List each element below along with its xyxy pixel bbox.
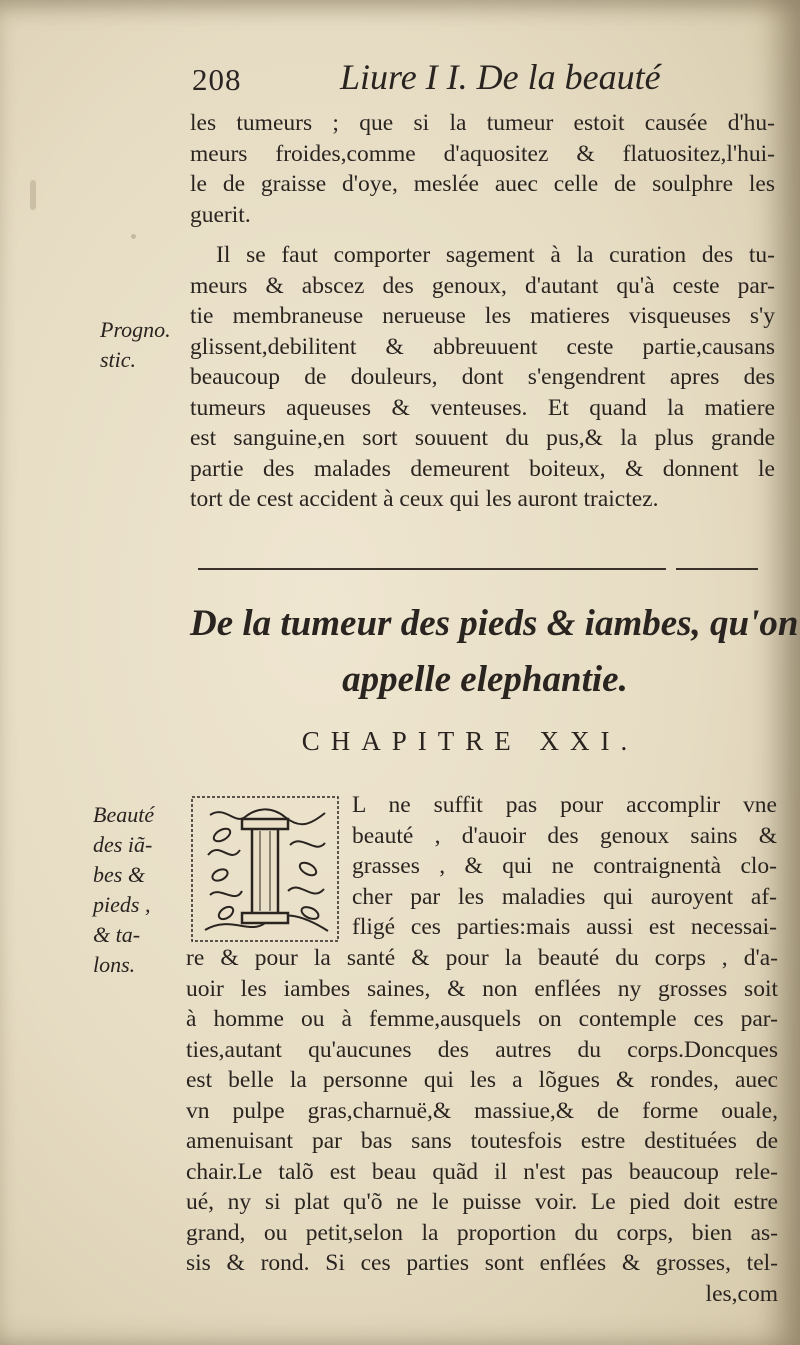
page-number: 208 bbox=[192, 62, 242, 97]
text-line: Il se faut comporter sagement à la curation des tu- bbox=[216, 242, 775, 268]
text-line: ties,autant qu'aucunes des autres du corps.Doncques bbox=[186, 1036, 778, 1063]
paragraph-3 bbox=[352, 790, 777, 943]
text-line: guerit. bbox=[190, 201, 251, 228]
margin-note-prognostic bbox=[100, 315, 171, 375]
margin-note-line: lons. bbox=[93, 952, 136, 977]
text-line: est sanguine,en sort souuent du pus,& la plus grande bbox=[190, 425, 775, 451]
text-line: re & pour la santé & pour la beauté du corps , d'a- bbox=[186, 945, 778, 971]
paper-stain bbox=[30, 180, 36, 210]
margin-note-line: bes & bbox=[93, 862, 145, 887]
divider-line bbox=[198, 568, 666, 570]
paragraph-1 bbox=[190, 108, 775, 230]
paper-stain bbox=[131, 234, 136, 239]
text-line: partie des malades demeurent boiteux, & donnent le bbox=[190, 455, 775, 482]
margin-note-beaute bbox=[93, 800, 154, 980]
catchword: les,com bbox=[705, 1280, 778, 1307]
section-divider bbox=[198, 568, 758, 571]
chapter-title-line: De la tumeur des pieds & iambes, qu'on bbox=[190, 603, 799, 644]
margin-note-line: pieds , bbox=[93, 892, 151, 917]
text-line: grand, ou petit,selon la proportion du corps, bien as- bbox=[186, 1219, 778, 1246]
chapter-title-line: appelle elephantie. bbox=[342, 659, 628, 700]
margin-note-line: Progno. bbox=[100, 317, 171, 342]
text-line: ué, ny si plat qu'õ ne le puisse voir. Le pied doit estre bbox=[186, 1189, 778, 1215]
text-line: sis & rond. Si ces parties sont enflées & grosses, tel- bbox=[186, 1250, 778, 1276]
text-line: meurs froides,comme d'aquositez & flatuositez,l'hui- bbox=[190, 140, 775, 167]
text-line: fligé ces parties:mais aussi est necessai- bbox=[352, 914, 777, 940]
text-line: glissent,debilitent & abbreuuent ceste partie,causans bbox=[190, 333, 775, 360]
text-line: tie membraneuse nerueuse les matieres visqueuses s'y bbox=[190, 303, 775, 329]
text-line: chair.Le talõ est beau quãd il n'est pas beaucoup rele- bbox=[186, 1158, 778, 1185]
text-line: vn pulpe gras,charnuë,& massiue,& de forme ouale, bbox=[186, 1097, 778, 1124]
text-line: amenuisant par bas sans toutesfois estre destituées de bbox=[186, 1128, 778, 1154]
decorated-initial-icon bbox=[190, 795, 340, 943]
text-line: beauté , d'auoir des genoux sains & bbox=[352, 822, 777, 849]
text-line: à homme ou à femme,ausquels on contemple ces par- bbox=[186, 1006, 778, 1032]
chapter-number: CHAPITRE XXI. bbox=[301, 726, 639, 756]
text-line: beaucoup de douleurs, dont s'engendrent apres des bbox=[190, 364, 775, 390]
margin-note-line: & ta- bbox=[93, 922, 141, 947]
text-line: uoir les iambes saines, & non enflées ny grosses soit bbox=[186, 975, 778, 1002]
text-line: meurs & abscez des genoux, d'autant qu'à ceste par- bbox=[190, 272, 775, 299]
paragraph-2 bbox=[190, 240, 775, 515]
text-line: L ne suffit pas pour accomplir vne bbox=[352, 792, 777, 818]
running-title: Liure I I. De la beauté bbox=[340, 57, 661, 97]
paragraph-4 bbox=[186, 943, 778, 1309]
divider-line bbox=[676, 568, 758, 570]
text-line: le de graisse d'oye, meslée auec celle de soulphre les bbox=[190, 171, 775, 197]
chapter-title bbox=[190, 596, 799, 708]
margin-note-line: des iã- bbox=[93, 832, 153, 857]
margin-note-line: Beauté bbox=[93, 802, 155, 827]
text-line: est belle la personne qui les a lõgues & rondes, auec bbox=[186, 1067, 778, 1093]
text-line: tumeurs aqueuses & venteuses. Et quand la matiere bbox=[190, 394, 775, 421]
margin-note-line: stic. bbox=[100, 347, 137, 372]
text-line: tort de cest accident à ceux qui les auront traictez. bbox=[190, 486, 659, 512]
running-head bbox=[192, 56, 772, 104]
text-line: les tumeurs ; que si la tumeur estoit causée d'hu- bbox=[190, 110, 775, 136]
text-line: cher par les maladies qui auroyent af- bbox=[352, 883, 777, 910]
text-line: grasses , & qui ne contraignentà clo- bbox=[352, 853, 777, 879]
